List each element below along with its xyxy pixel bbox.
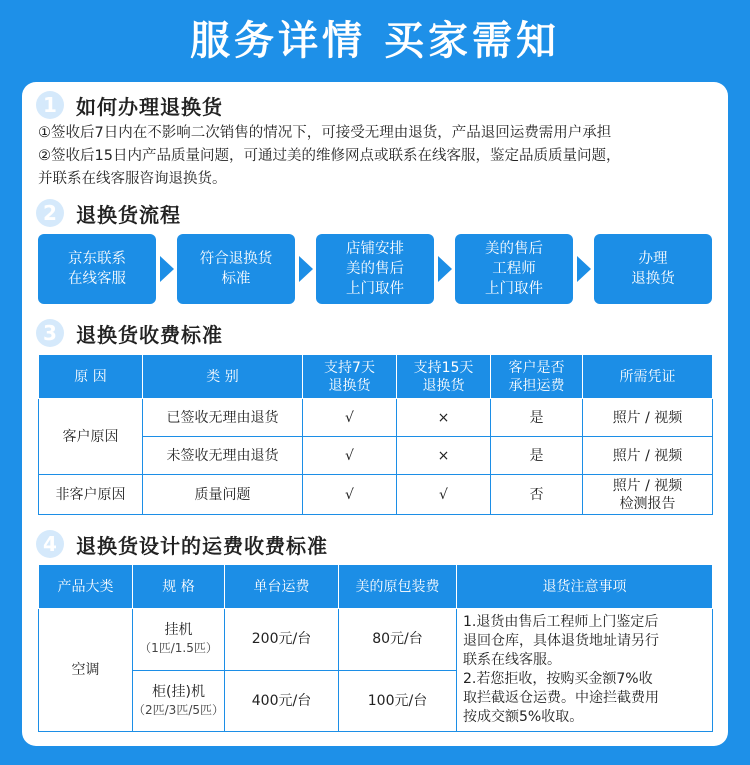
packing-fee-cell: 100元/台 xyxy=(339,670,457,732)
category-cell: 质量问题 xyxy=(143,475,303,515)
note-line: 退回仓库，具体退货地址请另行 xyxy=(463,633,659,649)
support-15day-cell: × xyxy=(397,399,491,437)
section-number-badge: 2 xyxy=(36,199,64,227)
section-number-badge: 1 xyxy=(36,91,64,119)
column-header: 支持15天 退换货 xyxy=(397,355,491,399)
section-number-badge: 4 xyxy=(36,530,64,558)
column-header: 单台运费 xyxy=(225,565,339,609)
section-title: 退换货流程 xyxy=(76,202,181,227)
column-header: 所需凭证 xyxy=(583,355,713,399)
freight-fee-table xyxy=(38,564,713,732)
section-4-heading xyxy=(36,529,328,559)
product-category-cell: 空调 xyxy=(39,609,133,732)
section-number-badge: 3 xyxy=(36,319,64,347)
spec-cell xyxy=(133,670,225,732)
proof-cell: 照片 / 视频 xyxy=(583,399,713,437)
instruction-line: ①签收后7日内在不影响二次销售的情况下，可接受无理由退货，产品退回运费需用户承担 xyxy=(38,125,612,141)
support-7day-cell: √ xyxy=(303,437,397,475)
spec-name: 柜(挂)机 xyxy=(152,683,205,700)
column-header: 规 格 xyxy=(133,565,225,609)
table-header-row xyxy=(39,565,713,609)
note-line: 联系在线客服。 xyxy=(463,652,561,668)
column-header: 产品大类 xyxy=(39,565,133,609)
flow-step: 店铺安排 美的售后 上门取件 xyxy=(316,234,434,304)
return-process-flow xyxy=(38,234,712,306)
support-15day-cell: √ xyxy=(397,475,491,515)
flow-arrow-icon xyxy=(299,256,313,282)
spec-sub: （2匹/3匹/5匹） xyxy=(133,702,224,717)
freight-cell: 400元/台 xyxy=(225,670,339,732)
column-header: 退货注意事项 xyxy=(457,565,713,609)
column-header: 美的原包装费 xyxy=(339,565,457,609)
category-cell: 已签收无理由退货 xyxy=(143,399,303,437)
spec-sub: （1匹/1.5匹） xyxy=(139,641,218,656)
instruction-line: 并联系在线客服咨询退换货。 xyxy=(38,171,227,187)
bear-freight-cell: 是 xyxy=(491,399,583,437)
section-1-heading xyxy=(36,90,223,120)
section-title: 退换货收费标准 xyxy=(76,322,223,347)
note-line: 2.若您拒收，按购买金额7%收 xyxy=(463,671,653,687)
support-7day-cell: √ xyxy=(303,475,397,515)
table-header-row xyxy=(39,355,713,399)
note-line: 1.退货由售后工程师上门鉴定后 xyxy=(463,614,659,630)
table-row xyxy=(39,399,713,437)
spec-name: 挂机 xyxy=(164,622,193,639)
support-7day-cell: √ xyxy=(303,399,397,437)
bear-freight-cell: 否 xyxy=(491,475,583,515)
section-title: 退换货设计的运费收费标准 xyxy=(76,533,328,558)
proof-cell: 照片 / 视频 检测报告 xyxy=(583,475,713,515)
flow-arrow-icon xyxy=(438,256,452,282)
section-2-heading xyxy=(36,198,181,228)
table-row xyxy=(39,475,713,515)
instruction-line: ②签收后15日内产品质量问题，可通过美的维修网点或联系在线客服，鉴定品质质量问题， xyxy=(38,148,621,164)
packing-fee-cell: 80元/台 xyxy=(339,609,457,671)
support-15day-cell: × xyxy=(397,437,491,475)
section-3-heading xyxy=(36,318,223,348)
column-header: 客户是否 承担运费 xyxy=(491,355,583,399)
return-notes-cell xyxy=(457,609,713,732)
flow-step: 符合退换货 标准 xyxy=(177,234,295,304)
spec-cell xyxy=(133,609,225,671)
section-title: 如何办理退换货 xyxy=(76,94,223,119)
flow-arrow-icon xyxy=(577,256,591,282)
note-line: 按成交额5%收取。 xyxy=(463,709,584,725)
column-header: 支持7天 退换货 xyxy=(303,355,397,399)
flow-step: 办理 退换货 xyxy=(594,234,712,304)
page-header xyxy=(0,0,750,82)
return-instructions xyxy=(38,122,728,191)
bear-freight-cell: 是 xyxy=(491,437,583,475)
freight-cell: 200元/台 xyxy=(225,609,339,671)
column-header: 类 别 xyxy=(143,355,303,399)
return-fee-table xyxy=(38,354,713,515)
table-row xyxy=(39,609,713,671)
proof-cell: 照片 / 视频 xyxy=(583,437,713,475)
content-panel xyxy=(22,82,728,746)
column-header: 原 因 xyxy=(39,355,143,399)
flow-step: 京东联系 在线客服 xyxy=(38,234,156,304)
flow-arrow-icon xyxy=(160,256,174,282)
category-cell: 未签收无理由退货 xyxy=(143,437,303,475)
page-title: 服务详情 买家需知 xyxy=(190,18,560,64)
note-line: 取拦截返仓运费。中途拦截费用 xyxy=(463,690,659,706)
reason-cell: 客户原因 xyxy=(39,399,143,475)
flow-step: 美的售后 工程师 上门取件 xyxy=(455,234,573,304)
reason-cell: 非客户原因 xyxy=(39,475,143,515)
